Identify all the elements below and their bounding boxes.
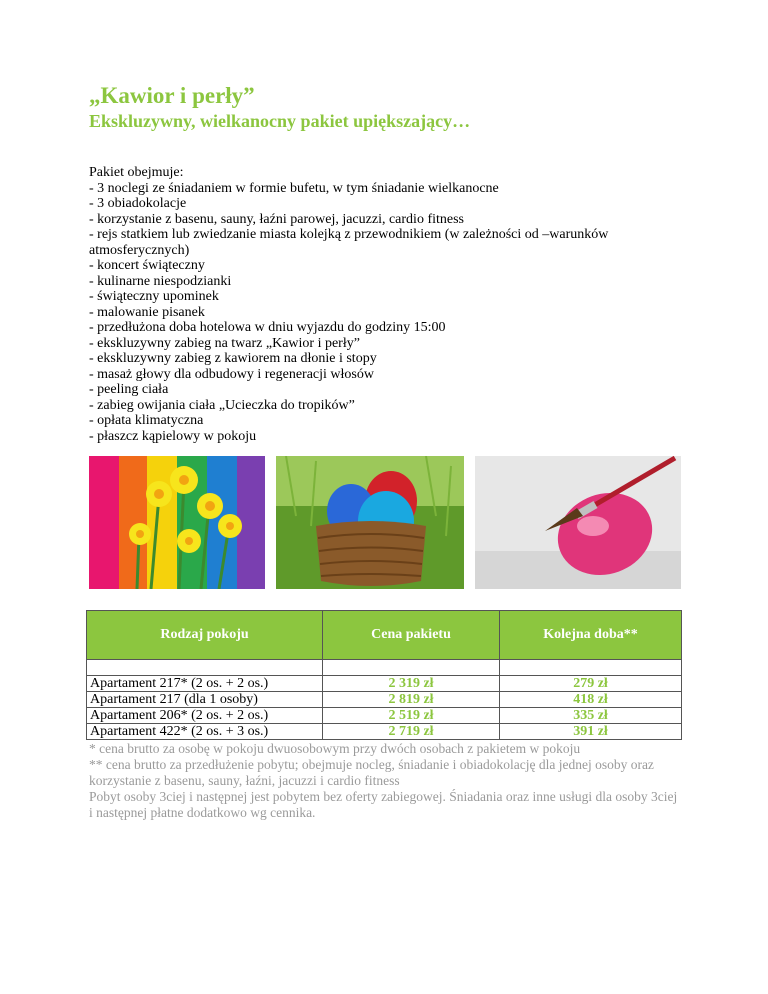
package-price-cell: 2 519 zł <box>323 708 500 724</box>
package-price-cell: 2 719 zł <box>323 724 500 740</box>
list-item: - płaszcz kąpielowy w pokoju <box>89 428 257 444</box>
includes-heading: Pakiet obejmuje: <box>89 165 184 180</box>
package-includes <box>89 165 689 444</box>
list-item: - koncert świąteczny <box>89 258 205 273</box>
footnote-single-star: * cena brutto za osobę w pokoju dwuosobowym przy dwóch osobach z pakietem w pokoju <box>89 741 581 756</box>
daffodils-photo <box>89 456 265 589</box>
table-row <box>87 724 682 740</box>
list-item: - peeling ciała <box>89 382 169 397</box>
list-item: - malowanie pisanek <box>89 304 205 320</box>
room-type-cell: Apartament 422* (2 os. + 3 os.) <box>87 724 323 740</box>
room-type-cell: Apartament 217* (2 os. + 2 os.) <box>87 676 323 692</box>
table-row <box>87 692 682 708</box>
list-item: - 3 obiadokolacje <box>89 196 187 211</box>
column-header-room-type: Rodzaj pokoju <box>87 611 323 660</box>
document-page <box>89 82 689 444</box>
list-item: - kulinarne niespodzianki <box>89 273 232 289</box>
extra-night-cell: 335 zł <box>500 708 682 724</box>
package-price-cell: 2 319 zł <box>323 676 500 692</box>
footnote-double-star: ** cena brutto za przedłużenie pobytu; obejmuje nocleg, śniadanie i obiadokolację dla jednej osoby oraz korzystanie z basenu, sauny, łaźni, jacuzzi i cardio fitness <box>89 757 654 788</box>
table-row <box>87 708 682 724</box>
list-item: - korzystanie z basenu, sauny, łaźni parowej, jacuzzi, cardio fitness <box>89 211 464 227</box>
column-header-extra-night: Kolejna doba** <box>500 611 682 660</box>
room-type-cell: Apartament 217 (dla 1 osoby) <box>87 692 323 708</box>
table-row <box>87 676 682 692</box>
extra-night-cell: 418 zł <box>500 692 682 708</box>
photo-strip <box>89 456 681 589</box>
list-item: - ekskluzywny zabieg z kawiorem na dłonie i stopy <box>89 351 377 366</box>
page-subtitle: Ekskluzywny, wielkanocny pakiet upiększający… <box>89 111 471 131</box>
list-item: - opłata klimatyczna <box>89 413 204 428</box>
footnote-extra-guest: Pobyt osoby 3ciej i następnej jest pobytem bez oferty zabiegowej. Śniadania oraz inne usługi dla osoby 3ciej i następnej płatne dodatkowo wg cennika. <box>89 789 678 820</box>
room-type-cell: Apartament 206* (2 os. + 2 os.) <box>87 708 323 724</box>
easter-basket-photo <box>276 456 464 589</box>
price-table <box>86 610 682 740</box>
package-price-cell: 2 819 zł <box>323 692 500 708</box>
painted-egg-photo <box>475 456 681 589</box>
column-header-package-price: Cena pakietu <box>323 611 500 660</box>
list-item: - ekskluzywny zabieg na twarz „Kawior i perły” <box>89 335 360 351</box>
list-item: - zabieg owijania ciała „Ucieczka do tropików” <box>89 397 355 413</box>
list-item: - świąteczny upominek <box>89 289 219 304</box>
list-item: - przedłużona doba hotelowa w dniu wyjazdu do godziny 15:00 <box>89 320 446 335</box>
list-item: - 3 noclegi ze śniadaniem w formie bufetu, w tym śniadanie wielkanocne <box>89 180 499 196</box>
footnotes <box>89 741 679 821</box>
list-item: - masaż głowy dla odbudowy i regeneracji włosów <box>89 366 374 382</box>
spacer-row <box>87 660 682 676</box>
extra-night-cell: 391 zł <box>500 724 682 740</box>
table-header-row <box>87 611 682 660</box>
extra-night-cell: 279 zł <box>500 676 682 692</box>
page-title: „Kawior i perły” <box>89 83 255 108</box>
list-item: - rejs statkiem lub zwiedzanie miasta kolejką z przewodnikiem (w zależności od –warunków atmosferycznych) <box>89 227 609 258</box>
